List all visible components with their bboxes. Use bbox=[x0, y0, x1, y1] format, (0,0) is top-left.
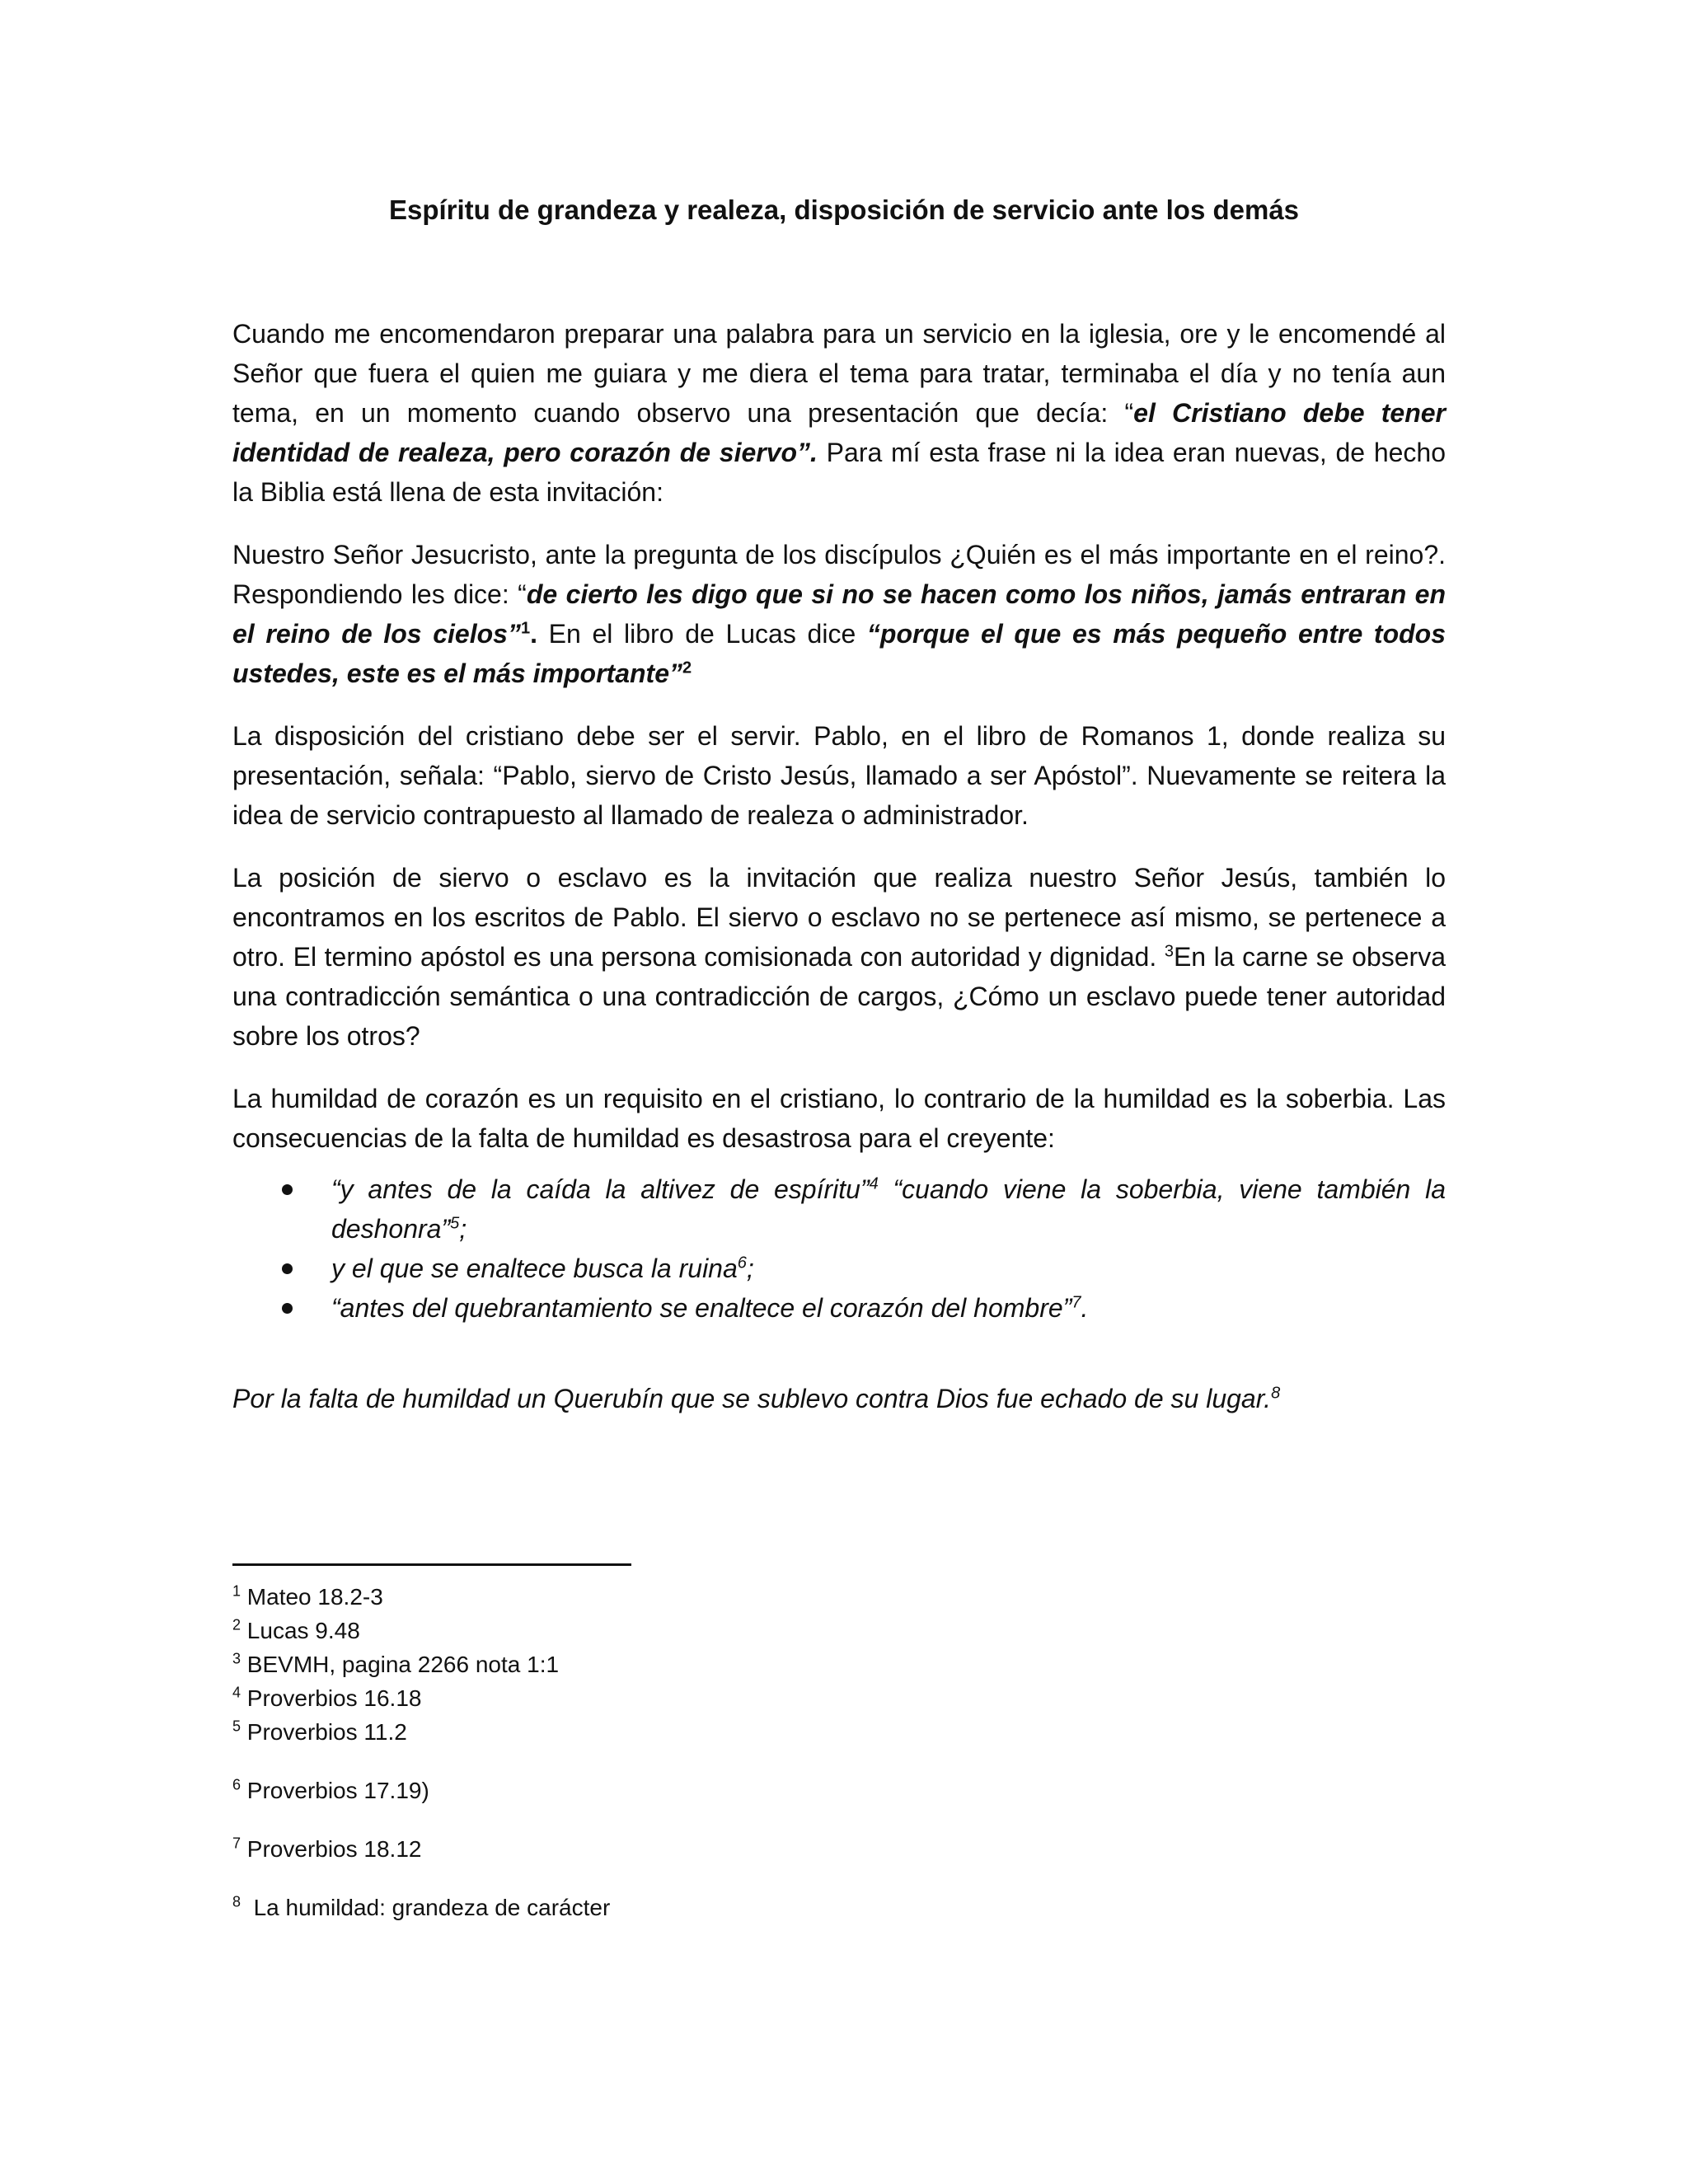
footnote bbox=[232, 1832, 1446, 1866]
footnotes bbox=[232, 1580, 1446, 1924]
paragraph-siervo bbox=[232, 858, 1446, 1056]
paragraph-text: . bbox=[530, 619, 537, 649]
footnote-ref: 8 bbox=[1271, 1384, 1281, 1403]
bullet-dot-icon bbox=[282, 1184, 293, 1195]
bullet-text: “cuando viene la soberbia, viene también la deshonra” bbox=[331, 1174, 1447, 1244]
footnote-number: 3 bbox=[232, 1650, 241, 1667]
list-item bbox=[232, 1169, 1446, 1249]
footnote-text: Proverbios 18.12 bbox=[241, 1836, 422, 1862]
bullet-text: “y antes de la caída la altivez de espíritu” bbox=[331, 1174, 870, 1204]
footnote bbox=[232, 1580, 1446, 1614]
footnote-separator bbox=[232, 1563, 631, 1566]
paragraph-text: La posición de siervo o esclavo es la invitación que realiza nuestro Señor Jesús, también lo encontramos en los escritos de Pablo. El siervo o esclavo no se pertenece así mismo, se pertenece a otro. El termino apóstol es una persona comisionada con autoridad y dignidad. bbox=[232, 863, 1446, 972]
footnote bbox=[232, 1715, 1446, 1749]
list-item bbox=[232, 1288, 1446, 1328]
quote-emphasis: “porque el que es más pequeño entre todos ustedes, este es el más importante” bbox=[232, 619, 1447, 688]
footnote-text: BEVMH, pagina 2266 nota 1:1 bbox=[241, 1652, 560, 1677]
footnote-number: 4 bbox=[232, 1684, 241, 1701]
bullet-text: ; bbox=[746, 1254, 754, 1283]
footnote-number: 6 bbox=[232, 1776, 241, 1793]
bullet-text: ; bbox=[459, 1214, 467, 1244]
footnote-number: 8 bbox=[232, 1893, 241, 1910]
footnote bbox=[232, 1774, 1446, 1807]
footnote-text: Proverbios 17.19) bbox=[241, 1778, 429, 1803]
footnote-number: 2 bbox=[232, 1616, 241, 1633]
footnote-ref: 6 bbox=[737, 1254, 747, 1272]
footnote-number: 7 bbox=[232, 1835, 241, 1852]
footnote bbox=[232, 1647, 1446, 1681]
footnote-ref: 3 bbox=[1164, 942, 1174, 961]
footnote-text: Proverbios 11.2 bbox=[241, 1719, 407, 1745]
page-title: Espíritu de grandeza y realeza, disposición de servicio ante los demás bbox=[388, 194, 1300, 225]
footnote bbox=[232, 1891, 1446, 1924]
bullet-dot-icon bbox=[282, 1263, 293, 1274]
quote-emphasis: el Cristiano debe tener identidad de realeza, pero corazón de siervo”. bbox=[232, 398, 1447, 467]
footnote-number: 5 bbox=[232, 1718, 241, 1735]
footnote-ref: 7 bbox=[1071, 1293, 1081, 1312]
footnote-text: Mateo 18.2-3 bbox=[241, 1584, 383, 1610]
bullet-text: “antes del quebrantamiento se enaltece el corazón del hombre” bbox=[331, 1293, 1072, 1323]
footnote-text: Proverbios 16.18 bbox=[241, 1685, 422, 1711]
paragraph-jesus-question bbox=[232, 535, 1446, 693]
closing-statement bbox=[232, 1379, 1446, 1418]
paragraph-humildad: La humildad de corazón es un requisito en el cristiano, lo contrario de la humildad es la soberbia. Las consecuencias de la falta de humildad es desastrosa para el creyente: bbox=[232, 1084, 1446, 1153]
bullet-text: y el que se enaltece busca la ruina bbox=[331, 1254, 738, 1283]
footnote-ref: 4 bbox=[869, 1174, 879, 1193]
bullet-text: . bbox=[1081, 1293, 1089, 1323]
paragraph-text: En la carne se observa una contradicción semántica o una contradicción de cargos, ¿Cómo un esclavo puede tener autoridad sobre los otros? bbox=[232, 942, 1447, 1051]
document-body bbox=[232, 314, 1446, 1418]
paragraph-text: En el libro de Lucas dice bbox=[537, 619, 867, 649]
closing-text: Por la falta de humildad un Querubín que se sublevo contra Dios fue echado de su lugar. bbox=[232, 1384, 1272, 1413]
paragraph-text: Para mí esta frase ni la idea eran nuevas, de hecho la Biblia está llena de esta invitación: bbox=[232, 438, 1446, 507]
footnote bbox=[232, 1614, 1446, 1647]
footnote-ref: 1 bbox=[520, 619, 531, 638]
footnote-ref: 5 bbox=[450, 1214, 460, 1233]
bullet-dot-icon bbox=[282, 1303, 293, 1314]
footnote-number: 1 bbox=[232, 1582, 241, 1600]
footnote bbox=[232, 1681, 1446, 1715]
bullet-list bbox=[232, 1169, 1446, 1328]
paragraph-intro bbox=[232, 314, 1446, 512]
footnote-ref: 2 bbox=[682, 658, 692, 677]
paragraph-text: Nuestro Señor Jesucristo, ante la pregunta de los discípulos ¿Quién es el más importante en el reino?. Respondiendo les dice: “ bbox=[232, 540, 1446, 609]
list-item bbox=[232, 1249, 1446, 1288]
quote-emphasis: de cierto les digo que si no se hacen como los niños, jamás entraran en el reino de los cielos” bbox=[232, 579, 1447, 649]
paragraph-servir: La disposición del cristiano debe ser el servir. Pablo, en el libro de Romanos 1, donde realiza su presentación, señala: “Pablo, siervo de Cristo Jesús, llamado a ser Apóstol”. Nuevamente se reitera la idea de servicio contrapuesto al llamado de realeza o administrador. bbox=[232, 721, 1446, 830]
footnote-text: La humildad: grandeza de carácter bbox=[241, 1895, 611, 1920]
paragraph-text: Cuando me encomendaron preparar una palabra para un servicio en la iglesia, ore y le encomendé al Señor que fuera el quien me guiara y me diera el tema para tratar, terminaba el día y no tenía aun tema, en un momento cuando observo una presentación que decía: “ bbox=[232, 319, 1446, 428]
footnote-text: Lucas 9.48 bbox=[241, 1618, 360, 1643]
